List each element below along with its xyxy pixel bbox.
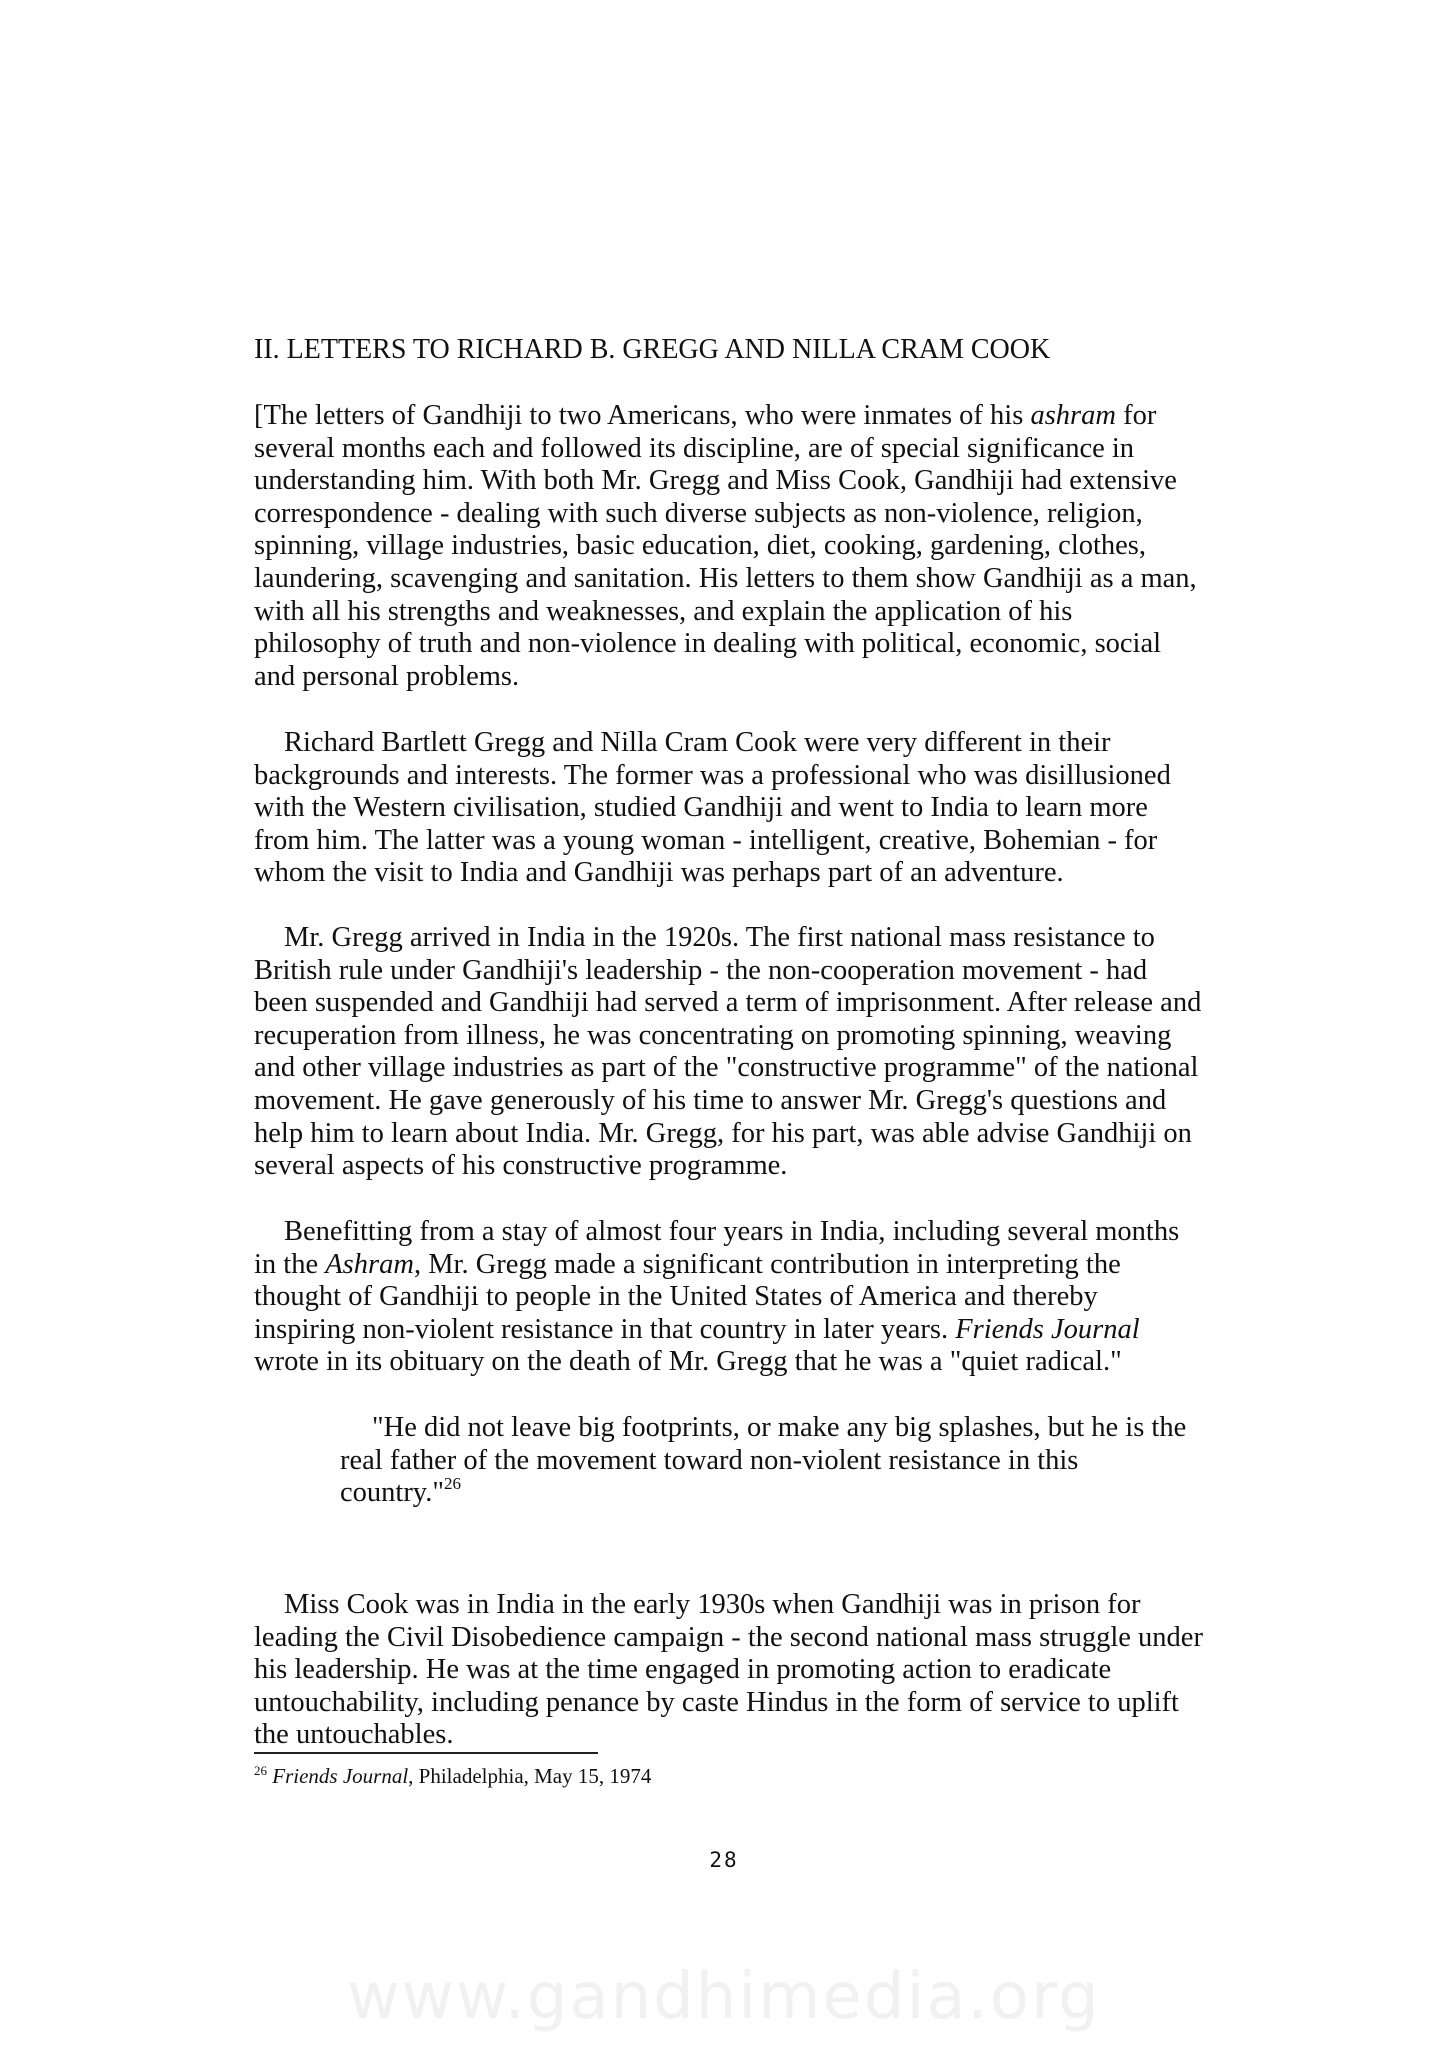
watermark: www.gandhimedia.org [347, 1960, 1101, 2034]
block-quote [340, 1412, 1200, 1510]
intro-paragraph [254, 400, 1204, 693]
gregg-arrival-paragraph: Mr. Gregg arrived in India in the 1920s. The first national mass resistance to British rule under Gandhiji's leadership - the non-cooperation movement - had been suspended and Gandhiji had served a term of imprisonment. After release and recuperation from illness, he was concentrating on promoting spinning, weaving and other village industries as part of the "constructive programme" of the national movement. He gave generously of his time to answer Mr. Gregg's questions and help him to learn about India. Mr. Gregg, for his part, was able advise Gandhiji on several aspects of his constructive programme. [254, 922, 1202, 1182]
contribution-text-a: Benefitting from a stay of almost four years in India, including several months in the [254, 1216, 1180, 1280]
intro-text-a: [The letters of Gandhiji to two Americans, who were inmates of his [254, 400, 1031, 431]
page-number: 28 [709, 1848, 739, 1872]
footnote-source: Friends Journal [272, 1764, 409, 1788]
gregg-contribution-paragraph [254, 1216, 1204, 1379]
footnote-number: 26 [254, 1763, 267, 1778]
intro-text-c: for several months each and followed its discipline, are of special significance in understanding him. With both Mr. Gregg and Miss Cook, Gandhiji had extensive correspondence - dealing with such diverse subjects as non-violence, religion, spinning, village industries, basic education, diet, cooking, gardening, clothes, laundering, scavenging and sanitation. His letters to them show Gandhiji as a man, with all his strengths and weaknesses, and explain the application of his philosophy of truth and non-violence in dealing with political, economic, social and personal problems. [254, 400, 1197, 692]
contribution-text-journal: Friends Journal [955, 1313, 1140, 1345]
contribution-text-ashram: Ashram [325, 1248, 414, 1280]
contribution-text-e: wrote in its obituary on the death of Mr. Gregg that he was a "quiet radical." [254, 1346, 1122, 1378]
footnote-reference: 26 [443, 1474, 461, 1494]
footnote-details: , Philadelphia, May 15, 1974 [408, 1764, 652, 1788]
intro-text-ashram: ashram [1030, 400, 1116, 431]
quote-text: "He did not leave big footprints, or make any big splashes, but he is the real father of the movement toward non-violent resistance in this country." [340, 1412, 1187, 1509]
cook-paragraph: Miss Cook was in India in the early 1930s when Gandhiji was in prison for leading the Civil Disobedience campaign - the second national mass struggle under his leadership. He was at the time engaged in promoting action to eradicate untouchability, including penance by caste Hindus in the form of service to uplift the untouchables. [254, 1589, 1203, 1751]
contribution-text-c: , Mr. Gregg made a significant contribution in interpreting the thought of Gandhiji to people in the United States of America and thereby inspiring non-violent resistance in that country in later years. [254, 1248, 1121, 1345]
gregg-cook-paragraph: Richard Bartlett Gregg and Nilla Cram Cook were very different in their backgrounds and interests. The former was a professional who was disillusioned with the Western civilisation, studied Gandhiji and went to India to learn more from him. The latter was a young woman - intelligent, creative, Bohemian - for whom the visit to India and Gandhiji was perhaps part of an adventure. [254, 727, 1171, 889]
section-heading: II. LETTERS TO RICHARD B. GREGG AND NILLA CRAM COOK [254, 334, 1051, 365]
footnote [254, 1764, 651, 1789]
footnote-divider [254, 1752, 598, 1754]
